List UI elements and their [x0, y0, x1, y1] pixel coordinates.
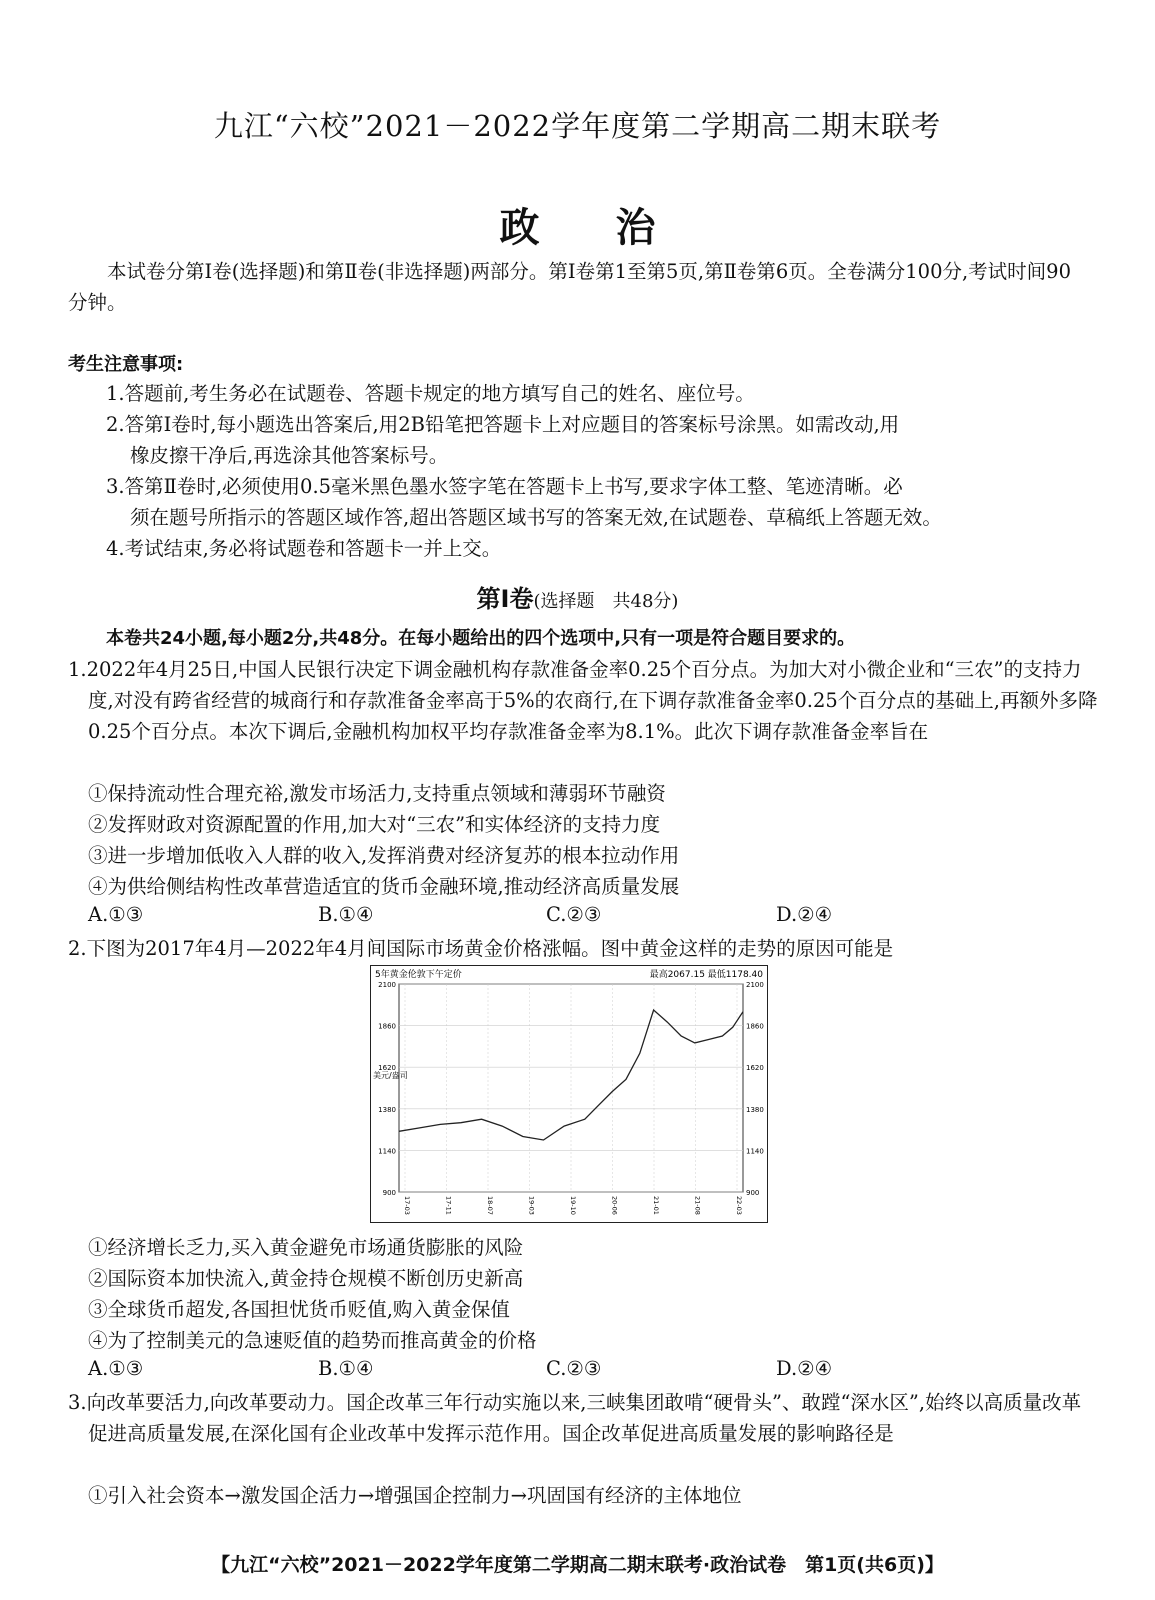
q2-option-d[interactable]: D.②④: [776, 1357, 833, 1380]
q2-statement-4: ④为了控制美元的急速贬值的趋势而推高黄金的价格: [88, 1329, 537, 1352]
q3-stem: 3.向改革要活力,向改革要动力。国企改革三年行动实施以来,三峡集团敢啃“硬骨头”、敢蹚“深水区”,始终以高质量改革促进高质量发展,在深化国有企业改革中发挥示范作用。国企改革促进高质量发展的影响路径是: [68, 1391, 1082, 1445]
exam-title: 九江“六校”2021－2022学年度第二学期高二期末联考: [213, 109, 942, 143]
chart-ytick-label: 1620: [746, 1064, 764, 1073]
section-heading: [0, 579, 1155, 614]
chart-ytick-label: 2100: [746, 981, 764, 989]
q2-statement-3: ③全球货币超发,各国担忧货币贬值,购入黄金保值: [88, 1298, 510, 1321]
chart-xtick-label: 19-10: [569, 1196, 577, 1215]
intro-paragraph: 本试卷分第Ⅰ卷(选择题)和第Ⅱ卷(非选择题)两部分。第Ⅰ卷第1至第5页,第Ⅱ卷第6页。全卷满分100分,考试时间90分钟。: [68, 260, 1071, 314]
q3-statement-1: ①引入社会资本→激发国企活力→增强国企控制力→巩固国有经济的主体地位: [88, 1484, 742, 1507]
chart-ytick-label: 1860: [746, 1022, 764, 1031]
page-footer: 【九江“六校”2021－2022学年度第二学期高二期末联考·政治试卷 第1页(共6页)】: [211, 1554, 944, 1576]
chart-annotation: 最高2067.15 最低1178.40: [649, 970, 763, 980]
chart-xtick-label: 21-01: [652, 1196, 660, 1215]
q1-statement-4: ④为供给侧结构性改革营造适宜的货币金融环境,推动经济高质量发展: [88, 875, 680, 898]
q1-option-b[interactable]: B.①④: [318, 903, 374, 926]
chart-xtick-label: 19-03: [527, 1196, 536, 1215]
q1-option-c[interactable]: C.②③: [546, 903, 602, 926]
chart-xtick-label: 18-07: [486, 1196, 494, 1215]
q1-option-d[interactable]: D.②④: [776, 903, 833, 926]
gold-price-chart: [370, 965, 768, 1223]
q2-option-c[interactable]: C.②③: [546, 1357, 602, 1380]
q2-stem: 2.下图为2017年4月—2022年4月间国际市场黄金价格涨幅。图中黄金这样的走势的原因可能是: [68, 937, 894, 960]
chart-ytick-label: 1140: [746, 1147, 764, 1156]
section-title: 第Ⅰ卷: [476, 585, 534, 613]
chart-ylabel: 美元/盎司: [373, 1071, 408, 1080]
q2-statement-1: ①经济增长乏力,买入黄金避免市场通货膨胀的风险: [88, 1236, 524, 1259]
chart-ytick-label: 1380: [746, 1105, 764, 1114]
notice-item-3-cont: 须在题号所指示的答题区域作答,超出答题区域书写的答案无效,在试题卷、草稿纸上答题无效。: [130, 506, 942, 529]
notice-item-1: 1.答题前,考生务必在试题卷、答题卡规定的地方填写自己的姓名、座位号。: [106, 382, 755, 405]
q1-statement-1: ①保持流动性合理充裕,激发市场活力,支持重点领域和薄弱环节融资: [88, 782, 666, 805]
q2-statement-2: ②国际资本加快流入,黄金持仓规模不断创历史新高: [88, 1267, 524, 1290]
chart-xtick-label: 21-08: [693, 1196, 702, 1215]
subject-title: [0, 196, 1155, 253]
q2-option-a[interactable]: A.①③: [88, 1357, 144, 1380]
chart-ytick-label: 2100: [378, 981, 396, 989]
chart-ytick-label: 900: [382, 1189, 396, 1197]
q1-stem: 1.2022年4月25日,中国人民银行决定下调金融机构存款准备金率0.25个百分点。为加大对小微企业和“三农”的支持力度,对没有跨省经营的城商行和存款准备金率高于5%的农商行,在下调存款准备金率0.25个百分点的基础上,再额外多降0.25个百分点。本次下调后,金融机构加权平均存款准备金率为8.1%。此次下调存款准备金率旨在: [68, 658, 1098, 743]
chart-xtick-label: 20-06: [610, 1196, 619, 1215]
chart-ytick-label: 1140: [378, 1147, 396, 1156]
notice-item-4: 4.考试结束,务必将试题卷和答题卡一并上交。: [106, 537, 502, 560]
chart-ytick-label: 1380: [378, 1105, 396, 1114]
section-subtitle: (选择题 共48分): [533, 591, 679, 612]
q1-option-a[interactable]: A.①③: [88, 903, 144, 926]
notice-heading: 考生注意事项:: [68, 354, 184, 375]
q1-statement-2: ②发挥财政对资源配置的作用,加大对“三农”和实体经济的支持力度: [88, 813, 661, 836]
notice-item-2-cont: 橡皮擦干净后,再选涂其他答案标号。: [130, 444, 449, 467]
notice-item-2: 2.答第Ⅰ卷时,每小题选出答案后,用2B铅笔把答题卡上对应题目的答案标号涂黑。如需改动,用: [106, 413, 900, 436]
chart-xtick-label: 22-03: [735, 1196, 743, 1215]
q2-option-b[interactable]: B.①④: [318, 1357, 374, 1380]
chart-xtick-label: 17-03: [403, 1196, 411, 1215]
notice-item-3: 3.答第Ⅱ卷时,必须使用0.5毫米黑色墨水签字笔在答题卡上书写,要求字体工整、笔迹清晰。必: [106, 475, 903, 498]
subject-char-1: 政: [499, 205, 540, 251]
chart-ytick-label: 1620: [378, 1064, 396, 1073]
q1-statement-3: ③进一步增加低收入人群的收入,发挥消费对经济复苏的根本拉动作用: [88, 844, 680, 867]
subject-char-2: 治: [615, 205, 656, 251]
chart-ytick-label: 900: [746, 1189, 760, 1197]
section-instruction: 本卷共24小题,每小题2分,共48分。在每小题给出的四个选项中,只有一项是符合题目要求的。: [106, 628, 856, 649]
chart-xtick-label: 17-11: [444, 1196, 453, 1215]
chart-svg: [371, 966, 767, 1222]
chart-ytick-label: 1860: [378, 1022, 396, 1031]
chart-title: 5年黄金伦敦下午定价: [375, 970, 462, 980]
